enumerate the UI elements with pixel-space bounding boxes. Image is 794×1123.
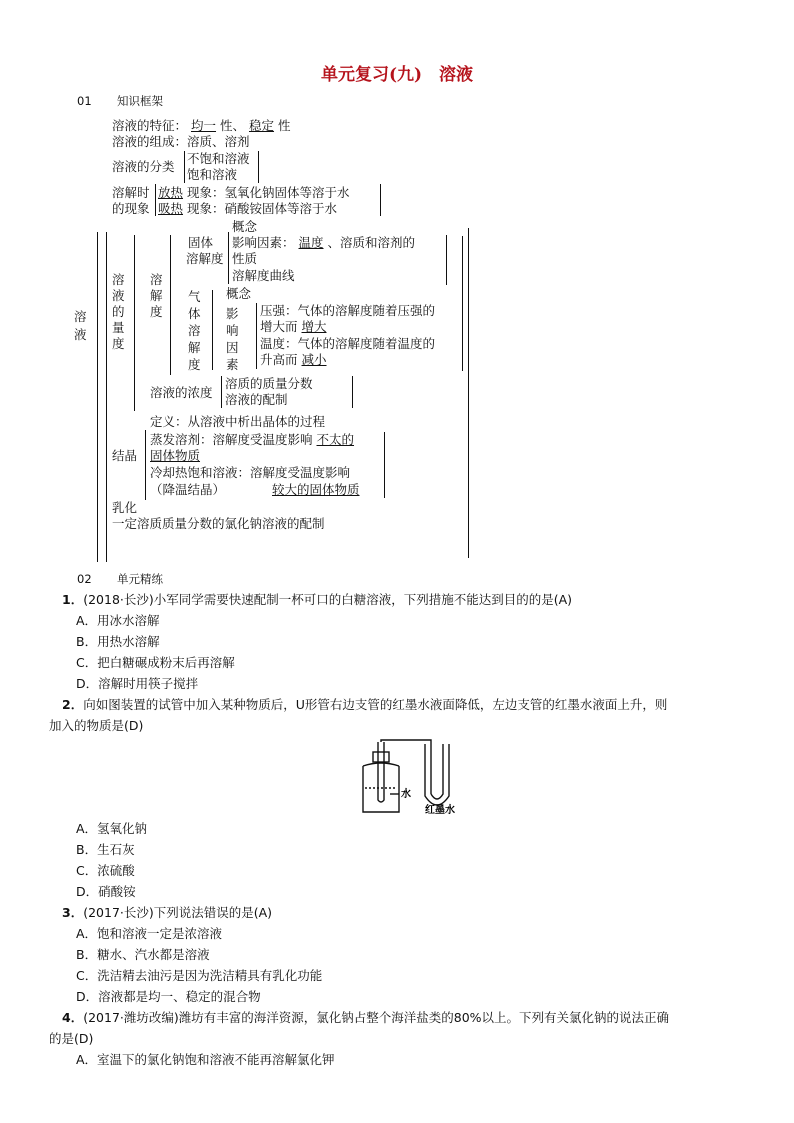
section-number: 01 [77, 94, 92, 108]
dissolve-label: 溶解时 [112, 185, 150, 200]
classes-brace [184, 151, 185, 183]
question-4: 4．(2017·潍坊改编)潍坊有丰富的海洋资源，氯化钠占整个海洋盐类的80%以上。下列有关氯化钠的说法正确 [62, 1010, 670, 1025]
experiment-label: 一定溶质质量分数的氯化钠溶液的配制 [112, 516, 325, 531]
question-4-continued: 的是(D) [49, 1031, 94, 1046]
solubility-label: 溶解度 [150, 272, 163, 319]
ink-label: 红墨水 [425, 805, 455, 816]
gas-brace-right [462, 236, 463, 371]
nature-label: 性质 [232, 251, 258, 266]
question-2: 2．向如图装置的试管中加入某种物质后，U形管右边支管的红墨水液面降低，左边支管的红墨水液面上升，则 [62, 697, 668, 712]
curve-label: 溶解度曲线 [232, 268, 295, 283]
framework-root: 溶液 [74, 309, 87, 342]
dissolve-label-2: 的现象 [112, 201, 150, 216]
page-title: 单元复习(九) 溶液 [320, 65, 474, 85]
heat-release-line: 放热 现象：氢氧化钠固体等溶于水 [158, 185, 350, 200]
stopper [373, 752, 389, 762]
dissolve-brace [155, 184, 156, 216]
water-label: 水 [401, 789, 411, 800]
pressure-line-2: 增大而 增大 [260, 319, 327, 334]
option: C．浓硫酸 [76, 863, 135, 878]
question-3: 3．(2017·长沙)下列说法错误的是(A) [62, 905, 273, 920]
pressure-line: 压强：气体的溶解度随着压强的 [260, 303, 436, 318]
class-unsaturated: 不饱和溶液 [187, 151, 250, 166]
u-tube-outer [425, 744, 449, 805]
factors-brace [446, 235, 447, 285]
u-tube-inner [431, 744, 443, 799]
evaporation-line-2: 固体物质 [150, 448, 201, 463]
option: B．糖水、汽水都是溶液 [76, 947, 210, 962]
root-brace [97, 232, 98, 562]
cooling-line-2: （降温结晶） [150, 482, 226, 497]
answer-blank: 稳定 [249, 118, 275, 133]
gas-brace [212, 290, 213, 370]
outer-brace-right [468, 228, 469, 558]
answer-blank: 均一 [191, 118, 217, 133]
gas-solubility-label: 气体溶解度 [188, 289, 201, 372]
option: C．把白糖碾成粉末后再溶解 [76, 655, 235, 670]
option: B．生石灰 [76, 842, 135, 857]
section-number: 02 [77, 572, 92, 586]
option: D．溶液都是均一、稳定的混合物 [76, 989, 261, 1004]
section-heading: 知识框架 [117, 94, 163, 108]
temperature-line-2: 升高而 减小 [260, 352, 327, 367]
cooling-blank: 较大的固体物质 [272, 482, 360, 497]
connecting-tube [381, 740, 431, 794]
classes-label: 溶液的分类 [112, 159, 175, 174]
option: A．室温下的氯化钠饱和溶液不能再溶解氯化钾 [76, 1052, 335, 1067]
option: D．溶解时用筷子搅拌 [76, 676, 199, 691]
solubility-brace [170, 235, 171, 375]
factors-line: 影响因素： 温度 、溶质和溶剂的 [232, 235, 416, 250]
crystal-brace [145, 430, 146, 500]
option: C．洗洁精去油污是因为洗洁精具有乳化功能 [76, 968, 323, 983]
flask-shoulder [363, 763, 399, 766]
flask-body [363, 766, 399, 812]
gas-concept: 概念 [226, 286, 252, 301]
test-tube [378, 742, 384, 802]
evaporation-line: 蒸发溶剂：溶解度受温度影响 不太的 [150, 432, 355, 447]
solid-brace [228, 232, 229, 284]
solid-concept: 概念 [232, 219, 258, 234]
option: A．氢氧化钠 [76, 821, 148, 836]
measure-label: 溶液的量度 [112, 272, 125, 351]
measure-brace [134, 235, 135, 411]
solid-solubility-label: 固体 [188, 235, 214, 250]
features-line: 溶液的特征： 均一 性、 稳定 性 [112, 118, 291, 133]
crystal-label: 结晶 [112, 448, 138, 463]
influence-brace [256, 303, 257, 369]
class-saturated: 饱和溶液 [187, 167, 238, 182]
preparation: 溶液的配制 [225, 392, 288, 407]
mass-fraction: 溶质的质量分数 [225, 376, 313, 391]
concentration-brace-right [352, 376, 353, 408]
option: A．饱和溶液一定是浓溶液 [76, 926, 223, 941]
cooling-line: 冷却热饱和溶液：溶解度受温度影响 [150, 465, 351, 480]
composition-line: 溶液的组成：溶质、溶剂 [112, 134, 250, 149]
option: B．用热水溶解 [76, 634, 160, 649]
option: D．硝酸铵 [76, 884, 136, 899]
question-2-continued: 加入的物质是(D) [49, 718, 144, 733]
classes-brace-right [258, 151, 259, 183]
concentration-brace [221, 376, 222, 408]
concentration-label: 溶液的浓度 [150, 385, 213, 400]
option: A．用冰水溶解 [76, 613, 160, 628]
temperature-line: 温度：气体的溶解度随着温度的 [260, 336, 436, 351]
emulsify-label: 乳化 [112, 500, 138, 515]
question-1: 1．(2018·长沙)小军同学需要快速配制一杯可口的白糖溶液，下列措施不能达到目的的是(A) [62, 592, 573, 607]
dissolve-brace-right [380, 184, 381, 216]
crystal-brace-right [384, 432, 385, 498]
crystal-definition: 定义：从溶液中析出晶体的过程 [150, 414, 326, 429]
root-brace-inner [106, 232, 107, 562]
heat-absorb-line: 吸热 现象：硝酸铵固体等溶于水 [158, 201, 338, 216]
solid-solubility-label-2: 溶解度 [186, 251, 224, 266]
influence-label: 影响因素 [226, 306, 239, 372]
apparatus-figure [355, 738, 467, 818]
section-heading: 单元精练 [117, 572, 163, 586]
